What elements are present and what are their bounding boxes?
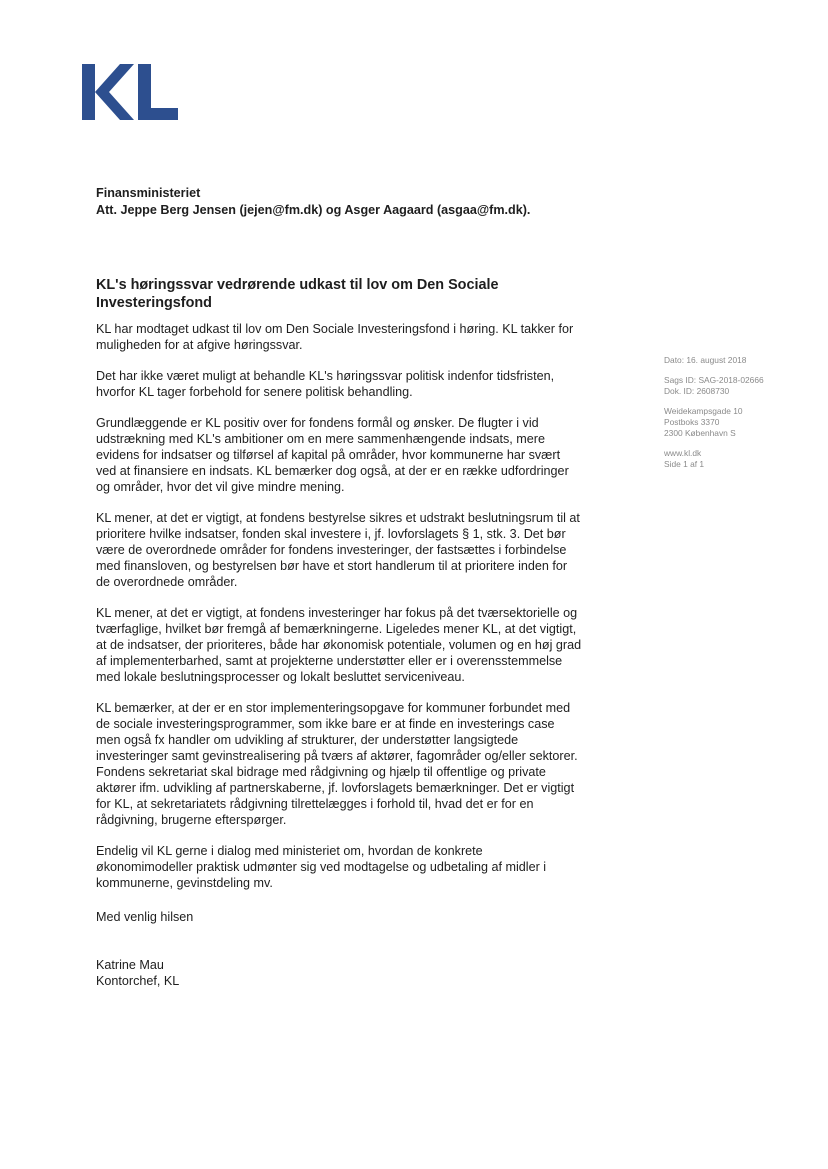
paragraph: KL har modtaget udkast til lov om Den Sociale Investeringsfond i høring. KL takker for muligheden for at afgive høringssvar. [96, 322, 574, 352]
letter-heading: KL's høringssvar vedrørende udkast til lov om Den Sociale Investeringsfond [96, 277, 499, 311]
address-pobox: Postboks 3370 [664, 417, 720, 427]
case-id: Sags ID: SAG-2018-02666 [664, 375, 764, 385]
address-city: 2300 København S [664, 428, 736, 438]
paragraph: KL mener, at det er vigtigt, at fondens investeringer har fokus på det tværsektorielle og tværfaglige, hvilket bør fremgå af bemærkningerne. Ligeledes mener KL, at det vigtigt, at de indsatser, der prioriteres, både har økonomisk potentiale, volumen og en høj grad af implementerbarhed, samt at projekterne understøtter eller er i overensstemmelse med lokale beslutningsprocesser og lokalt besluttet serviceniveau. [96, 606, 582, 684]
paragraph: KL mener, at det er vigtigt, at fondens bestyrelse sikres et udstrakt beslutningsrum til at prioritere hvilke indsatser, fonden skal investere i, jf. lovforslagets § 1, stk. 3. Det bør være de overordnede områder for fondens investeringer, der fastsættes i forbindelse med finansloven, og bestyrelsen bør have et stort handlerum til at prioritere inden for de overordnede områder. [96, 511, 580, 589]
signature-title: Kontorchef, KL [96, 974, 180, 988]
page-number: Side 1 af 1 [664, 459, 705, 469]
closing-greeting: Med venlig hilsen [96, 910, 194, 924]
kl-logo [82, 62, 178, 122]
document-id: Dok. ID: 2608730 [664, 386, 730, 396]
signature-block [96, 957, 582, 989]
paragraph: KL bemærker, at der er en stor implementeringsopgave for kommuner forbundet med de sociale investeringsprogrammer, som ikke bare er at finde en investerings case men også fx handler om udvikling af strukturer, der understøtter langsigtede investeringer samt gevinstrealisering på tværs af aktører, fagområder og/eller sektorer. Fondens sekretariat skal bidrage med rådgivning og hjælp til offentlige og private aktører ifm. udvikling af partnerskaberne, jf. lovforslagets bemærkninger. Det er vigtigt for KL, at sekretariatets rådgivning tilrettelægges i forhold til, hvad det er for en rådgivning, brugerne efterspørger. [96, 701, 578, 827]
recipient-block [96, 185, 616, 219]
website-link[interactable]: www.kl.dk [664, 448, 702, 458]
address-street: Weidekampsgade 10 [664, 406, 743, 416]
paragraph: Endelig vil KL gerne i dialog med ministeriet om, hvordan de konkrete økonomimodeller praktisk udmønter sig ved modtagelse og udbetaling af midler i kommunerne, gevinstdeling mv. [96, 844, 547, 890]
document-date: Dato: 16. august 2018 [664, 355, 747, 365]
letter-body [96, 276, 582, 989]
document-metadata-sidebar [664, 355, 804, 479]
kl-logo-mark [82, 62, 178, 122]
paragraph: Det har ikke været muligt at behandle KL's høringssvar politisk indenfor tidsfristen, hvorfor KL tager forbehold for senere politisk behandling. [96, 369, 555, 399]
recipient-attention: Att. Jeppe Berg Jensen (jejen@fm.dk) og Asger Aagaard (asgaa@fm.dk). [96, 203, 531, 217]
recipient-organization: Finansministeriet [96, 186, 201, 200]
signature-name: Katrine Mau [96, 958, 164, 972]
paragraph: Grundlæggende er KL positiv over for fondens formål og ønsker. De flugter i vid udstrækning med KL's ambitioner om en mere sammenhængende indsats, mere evidens for indsatser og tilførsel af kapital på områder, hvor kommunerne har svært ved at finansiere en indsats. KL bemærker dog også, at der er en række udfordringer og områder, hvor det vil give mindre mening. [96, 416, 569, 494]
